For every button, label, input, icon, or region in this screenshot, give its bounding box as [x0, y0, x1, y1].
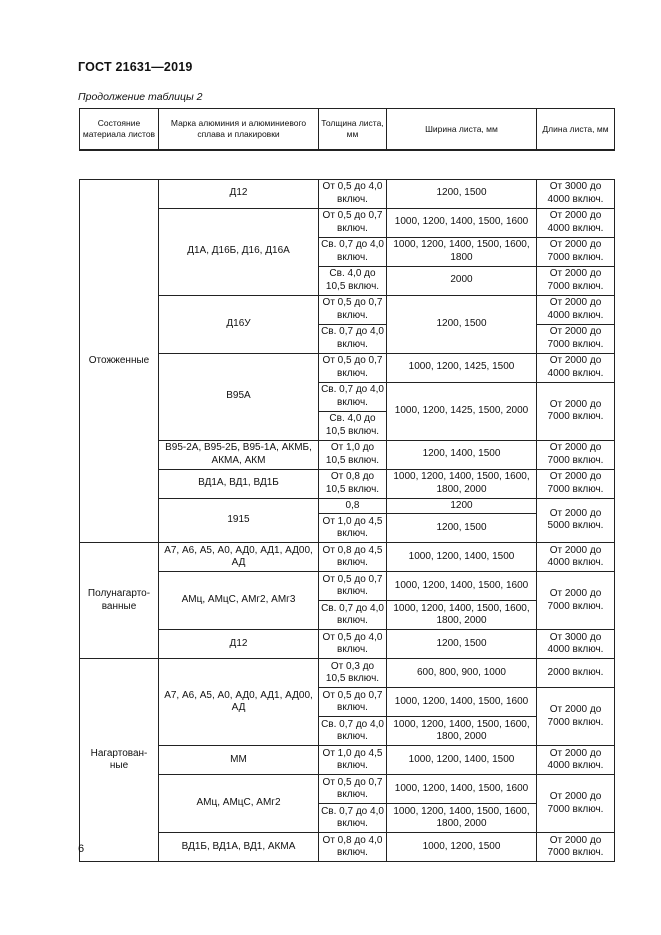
length-cell: От 2000 до 7000 включ. — [537, 469, 615, 498]
thickness-cell: Св. 0,7 до 4,0 включ. — [319, 804, 387, 833]
length-cell: От 2000 до 5000 включ. — [537, 498, 615, 543]
table-row — [80, 179, 615, 208]
table-row — [80, 775, 615, 804]
header-grade: Марка алюминия и алюминиевого сплава и плакировки — [159, 109, 319, 151]
sheet-dimensions-table — [79, 108, 615, 862]
grade-cell: Д1А, Д16Б, Д16, Д16А — [159, 208, 319, 295]
header-state: Состояние материала листов — [80, 109, 159, 151]
state-cell: Отожженные — [80, 179, 159, 543]
table-row — [80, 469, 615, 498]
width-cell: 1000, 1200, 1400, 1500, 1600, 1800 — [387, 237, 537, 266]
thickness-cell: От 0,5 до 4,0 включ. — [319, 630, 387, 659]
width-cell: 1000, 1200, 1425, 1500 — [387, 353, 537, 382]
grade-cell: Д12 — [159, 630, 319, 659]
grade-cell: А7, А6, А5, А0, АД0, АД1, АД00, АД — [159, 543, 319, 572]
thickness-cell: От 0,5 до 0,7 включ. — [319, 295, 387, 324]
length-cell: От 2000 до 7000 включ. — [537, 440, 615, 469]
thickness-cell: Св. 0,7 до 4,0 включ. — [319, 601, 387, 630]
state-cell: Нагартован- ные — [80, 659, 159, 862]
thickness-cell: От 0,8 до 4,0 включ. — [319, 833, 387, 862]
header-length: Длина листа, мм — [537, 109, 615, 151]
grade-cell: В95-2А, В95-2Б, В95-1А, АКМБ, АКМА, АКМ — [159, 440, 319, 469]
length-cell: От 2000 до 7000 включ. — [537, 382, 615, 440]
thickness-cell: От 0,5 до 0,7 включ. — [319, 688, 387, 717]
width-cell: 1200, 1500 — [387, 179, 537, 208]
page-number: 6 — [78, 843, 85, 855]
length-cell: От 3000 до 4000 включ. — [537, 630, 615, 659]
table-row — [80, 353, 615, 382]
thickness-cell: Св. 4,0 до 10,5 включ. — [319, 411, 387, 440]
width-cell: 1000, 1200, 1400, 1500 — [387, 543, 537, 572]
width-cell: 1000, 1200, 1425, 1500, 2000 — [387, 382, 537, 440]
thickness-cell: Св. 4,0 до 10,5 включ. — [319, 266, 387, 295]
table-row — [80, 543, 615, 572]
table-caption: Продолжение таблицы 2 — [78, 91, 203, 103]
thickness-cell: Св. 0,7 до 4,0 включ. — [319, 382, 387, 411]
length-cell: От 2000 до 7000 включ. — [537, 572, 615, 630]
length-cell: От 2000 до 4000 включ. — [537, 543, 615, 572]
width-cell: 1200, 1500 — [387, 514, 537, 543]
table-row — [80, 440, 615, 469]
width-cell: 1000, 1200, 1400, 1500, 1600 — [387, 208, 537, 237]
length-cell: От 2000 до 7000 включ. — [537, 324, 615, 353]
width-cell: 1200, 1500 — [387, 630, 537, 659]
length-cell: От 3000 до 4000 включ. — [537, 179, 615, 208]
table-row — [80, 833, 615, 862]
width-cell: 1000, 1200, 1400, 1500, 1600 — [387, 572, 537, 601]
grade-cell: В95А — [159, 353, 319, 440]
thickness-cell: От 0,5 до 0,7 включ. — [319, 208, 387, 237]
table-row — [80, 630, 615, 659]
length-cell: От 2000 до 7000 включ. — [537, 688, 615, 746]
header-width: Ширина листа, мм — [387, 109, 537, 151]
length-cell: От 2000 до 7000 включ. — [537, 833, 615, 862]
width-cell: 1200, 1400, 1500 — [387, 440, 537, 469]
thickness-cell: От 0,8 до 4,5 включ. — [319, 543, 387, 572]
grade-cell: ММ — [159, 746, 319, 775]
thickness-cell: От 0,5 до 4,0 включ. — [319, 179, 387, 208]
width-cell: 1200, 1500 — [387, 295, 537, 353]
state-cell: Полунагарто- ванные — [80, 543, 159, 659]
grade-cell: Д12 — [159, 179, 319, 208]
width-cell: 1000, 1200, 1400, 1500, 1600, 1800, 2000 — [387, 804, 537, 833]
grade-cell: Д16У — [159, 295, 319, 353]
thickness-cell: Св. 0,7 до 4,0 включ. — [319, 324, 387, 353]
width-cell: 1000, 1200, 1400, 1500 — [387, 746, 537, 775]
length-cell: От 2000 до 7000 включ. — [537, 237, 615, 266]
grade-cell: АМц, АМцС, АМг2, АМг3 — [159, 572, 319, 630]
thickness-cell: От 0,5 до 0,7 включ. — [319, 353, 387, 382]
length-cell: От 2000 до 4000 включ. — [537, 295, 615, 324]
width-cell: 1000, 1200, 1500 — [387, 833, 537, 862]
thickness-cell: Св. 0,7 до 4,0 включ. — [319, 717, 387, 746]
table-row — [80, 498, 615, 514]
thickness-cell: От 1,0 до 10,5 включ. — [319, 440, 387, 469]
width-cell: 2000 — [387, 266, 537, 295]
document-code: ГОСТ 21631—2019 — [78, 60, 193, 74]
grade-cell: 1915 — [159, 498, 319, 543]
table-row — [80, 208, 615, 237]
thickness-cell: От 0,5 до 0,7 включ. — [319, 775, 387, 804]
length-cell: От 2000 до 4000 включ. — [537, 208, 615, 237]
thickness-cell: От 0,3 до 10,5 включ. — [319, 659, 387, 688]
grade-cell: ВД1А, ВД1, ВД1Б — [159, 469, 319, 498]
grade-cell: ВД1Б, ВД1А, ВД1, АКМА — [159, 833, 319, 862]
width-cell: 1200 — [387, 498, 537, 514]
width-cell: 1000, 1200, 1400, 1500, 1600 — [387, 775, 537, 804]
grade-cell: АМц, АМцС, АМг2 — [159, 775, 319, 833]
thickness-cell: От 1,0 до 4,5 включ. — [319, 746, 387, 775]
header-thickness: Толщина листа, мм — [319, 109, 387, 151]
grade-cell: А7, А6, А5, А0, АД0, АД1, АД00, АД — [159, 659, 319, 746]
width-cell: 600, 800, 900, 1000 — [387, 659, 537, 688]
length-cell: От 2000 до 4000 включ. — [537, 746, 615, 775]
table-row — [80, 572, 615, 601]
length-cell: От 2000 до 4000 включ. — [537, 353, 615, 382]
width-cell: 1000, 1200, 1400, 1500, 1600, 1800, 2000 — [387, 469, 537, 498]
thickness-cell: Св. 0,7 до 4,0 включ. — [319, 237, 387, 266]
width-cell: 1000, 1200, 1400, 1500, 1600 — [387, 688, 537, 717]
table-row — [80, 659, 615, 688]
width-cell: 1000, 1200, 1400, 1500, 1600, 1800, 2000 — [387, 717, 537, 746]
length-cell: От 2000 до 7000 включ. — [537, 266, 615, 295]
length-cell: 2000 включ. — [537, 659, 615, 688]
thickness-cell: От 0,5 до 0,7 включ. — [319, 572, 387, 601]
width-cell: 1000, 1200, 1400, 1500, 1600, 1800, 2000 — [387, 601, 537, 630]
table-header-row — [80, 109, 615, 151]
length-cell: От 2000 до 7000 включ. — [537, 775, 615, 833]
thickness-cell: 0,8 — [319, 498, 387, 514]
table-row — [80, 746, 615, 775]
table-row — [80, 295, 615, 324]
thickness-cell: От 0,8 до 10,5 включ. — [319, 469, 387, 498]
thickness-cell: От 1,0 до 4,5 включ. — [319, 514, 387, 543]
